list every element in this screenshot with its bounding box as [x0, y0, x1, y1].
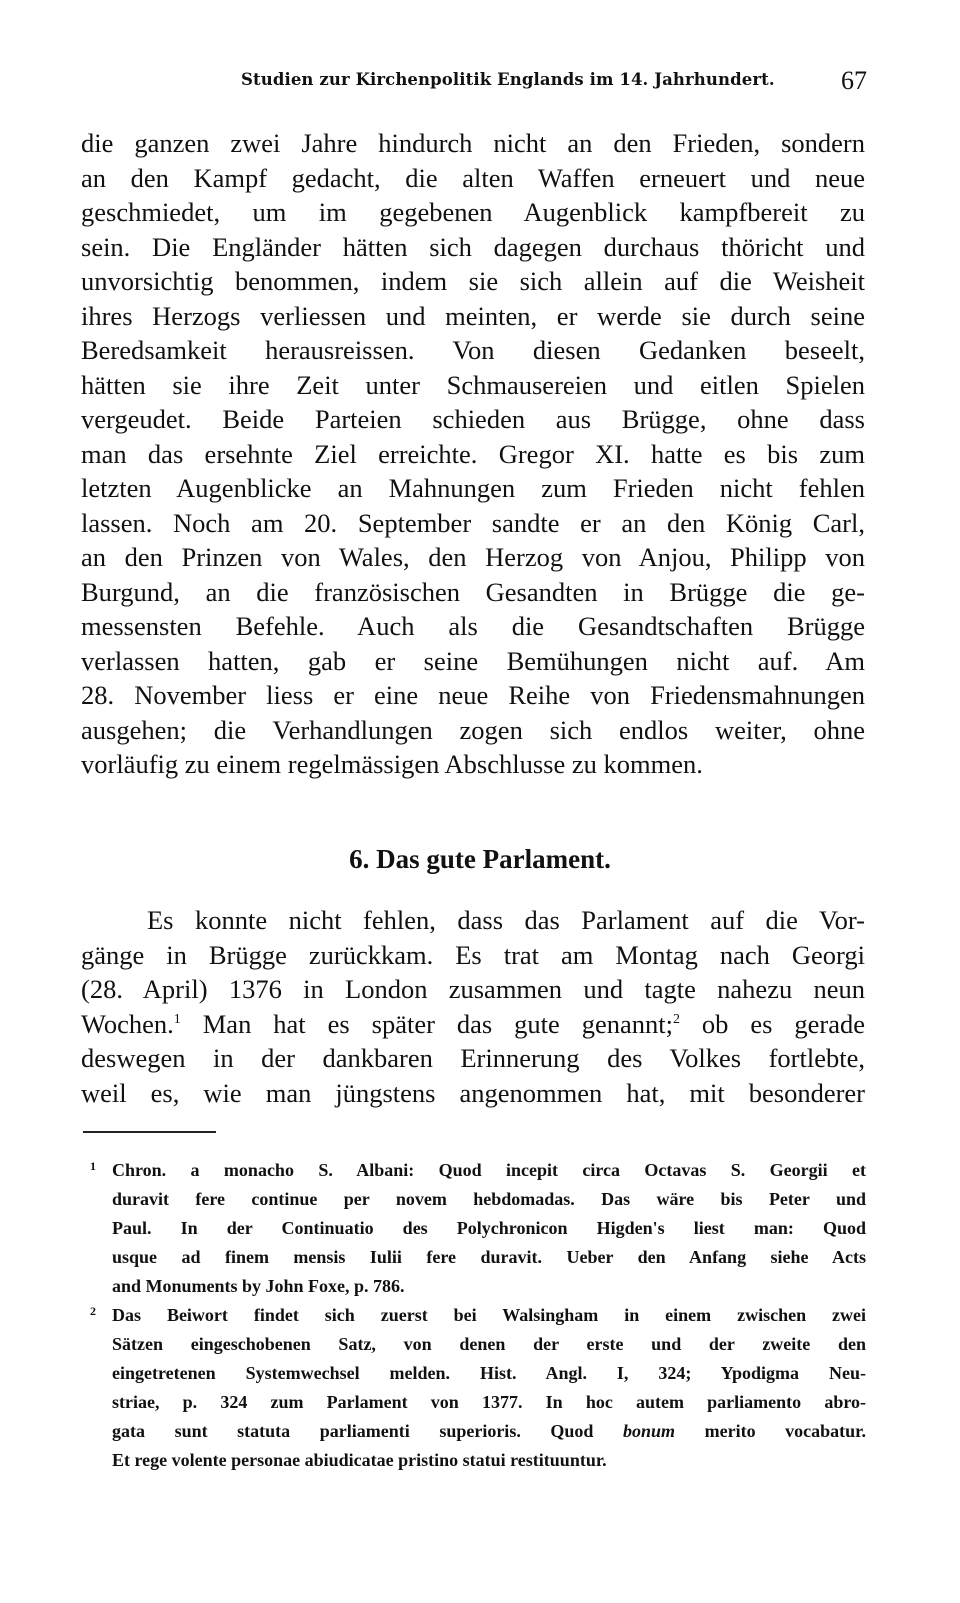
text-line: weil es, wie man jüngstens angenommen hat, mit besonderer: [81, 1077, 865, 1108]
text-line: hätten sie ihre Zeit unter Schmausereien und eitlen Spielen: [81, 369, 865, 400]
text-line: vorläufig zu einem regelmässigen Abschlusse zu kommen.: [81, 749, 703, 779]
footnote-line: and Monuments by John Foxe, p. 786.: [112, 1276, 405, 1296]
paragraph-2: [81, 903, 865, 1110]
text-line: Es konnte nicht fehlen, dass das Parlament auf die Vor-: [147, 905, 865, 935]
footnote-line: usque ad finem mensis Iulii fere duravit. Ueber den Anfang siehe Acts: [112, 1247, 866, 1267]
text-line: vergeudet. Beide Parteien schieden aus Brügge, ohne dass: [81, 404, 865, 434]
footnotes: [90, 1156, 866, 1475]
footnote-line: striae, p. 324 zum Parlament von 1377. In hoc autem parliamento abro-: [112, 1392, 866, 1412]
text-line: sein. Die Engländer hätten sich dagegen durchaus thöricht und: [81, 231, 865, 262]
footnote-divider: [83, 1131, 216, 1133]
text-line: lassen. Noch am 20. September sandte er an den König Carl,: [81, 507, 865, 538]
text-line: unvorsichtig benommen, indem sie sich allein auf die Weisheit: [81, 266, 865, 296]
text-line: ihres Herzogs verliessen und meinten, er werde sie durch seine: [81, 300, 865, 331]
text-line: letzten Augenblicke an Mahnungen zum Frieden nicht fehlen: [81, 473, 865, 503]
text-line: 28. November liess er eine neue Reihe von Friedensmahnungen: [81, 680, 865, 710]
text-fragment: gata sunt statuta parliamenti superioris. Quod: [112, 1421, 623, 1441]
text-line: man das ersehnte Ziel erreichte. Gregor XI. hatte es bis zum: [81, 438, 865, 469]
text-line: deswegen in der dankbaren Erinnerung des Volkes fortlebte,: [81, 1043, 865, 1073]
footnote-line: eingetretenen Systemwechsel melden. Hist. Angl. I, 324; Ypodigma Neu-: [112, 1363, 866, 1383]
section-heading: 6. Das gute Parlament.: [349, 844, 611, 874]
text-fragment: merito vocabatur.: [675, 1421, 866, 1441]
footnote-2: 2 Das Beiwort findet sich zuerst bei Walsingham in einem zwischen zwei Sätzen eingeschobenen Satz, von denen der erste und der zweite den eingetretenen Systemwechsel melden. Hist. Angl. I, 324; Ypodigma Neu- striae, p. 324 zum Parlament von 1377. In hoc autem parliamento abro- gata sunt statuta parliamenti superioris. Quod bonum merito vocabatur. Et rege volente personae abiudicatae pristino statui restituuntur.: [112, 1301, 866, 1475]
running-head: Studien zur Kirchenpolitik Englands im 14. Jahrhundert.: [241, 70, 775, 89]
footnote-line: Chron. a monacho S. Albani: Quod incepit circa Octavas S. Georgii et: [112, 1160, 866, 1180]
footnote-1: 1 Chron. a monacho S. Albani: Quod incepit circa Octavas S. Georgii et duravit fere continue per novem hebdomadas. Das wäre bis Peter und Paul. In der Continuatio des Polychronicon Higden's liest man: Quod usque ad finem mensis Iulii fere duravit. Ueber den Anfang siehe Acts and Monuments by John Foxe, p. 786.: [112, 1156, 866, 1301]
page-number: 67: [841, 66, 867, 95]
text-line: geschmiedet, um im gegebenen Augenblick kampfbereit zu: [81, 197, 865, 227]
footnote-line: Et rege volente personae abiudicatae pristino statui restituuntur.: [112, 1450, 607, 1470]
footnote-ref-2[interactable]: 2: [672, 1011, 680, 1027]
footnote-line: duravit fere continue per novem hebdomadas. Das wäre bis Peter und: [112, 1189, 866, 1209]
text-line: ausgehen; die Verhandlungen zogen sich endlos weiter, ohne: [81, 714, 865, 745]
paragraph-1: [81, 126, 865, 782]
text-line: gänge in Brügge zurückkam. Es trat am Montag nach Georgi: [81, 939, 865, 970]
footnote-line: Paul. In der Continuatio des Polychronicon Higden's liest man: Quod: [112, 1218, 866, 1238]
text-line: verlassen hatten, gab er seine Bemühungen nicht auf. Am: [81, 645, 865, 676]
text-line-with-footnote-refs: [81, 1007, 865, 1042]
footnote-ref-1[interactable]: 1: [173, 1011, 181, 1027]
emphasized-word: bonum: [623, 1421, 676, 1441]
text-fragment: ob es gerade: [679, 1008, 866, 1039]
text-fragment: Wochen.: [81, 1008, 174, 1039]
footnote-line: Das Beiwort findet sich zuerst bei Walsingham in einem zwischen zwei: [112, 1305, 866, 1325]
text-line: die ganzen zwei Jahre hindurch nicht an den Frieden, sondern: [81, 128, 865, 158]
text-line: messensten Befehle. Auch als die Gesandtschaften Brügge: [81, 611, 865, 641]
footnote-line: Sätzen eingeschobenen Satz, von denen der erste und der zweite den: [112, 1334, 866, 1354]
text-line: an den Prinzen von Wales, den Herzog von Anjou, Philipp von: [81, 542, 865, 572]
text-line: Beredsamkeit herausreissen. Von diesen Gedanken beseelt,: [81, 335, 865, 365]
text-line: Burgund, an die französischen Gesandten in Brügge die ge-: [81, 576, 865, 607]
footnote-line-with-emphasis: [112, 1417, 866, 1446]
text-fragment: Man hat es später das gute genannt;: [180, 1008, 673, 1039]
text-line: (28. April) 1376 in London zusammen und tagte nahezu neun: [81, 974, 865, 1004]
text-line: an den Kampf gedacht, die alten Waffen erneuert und neue: [81, 162, 865, 193]
